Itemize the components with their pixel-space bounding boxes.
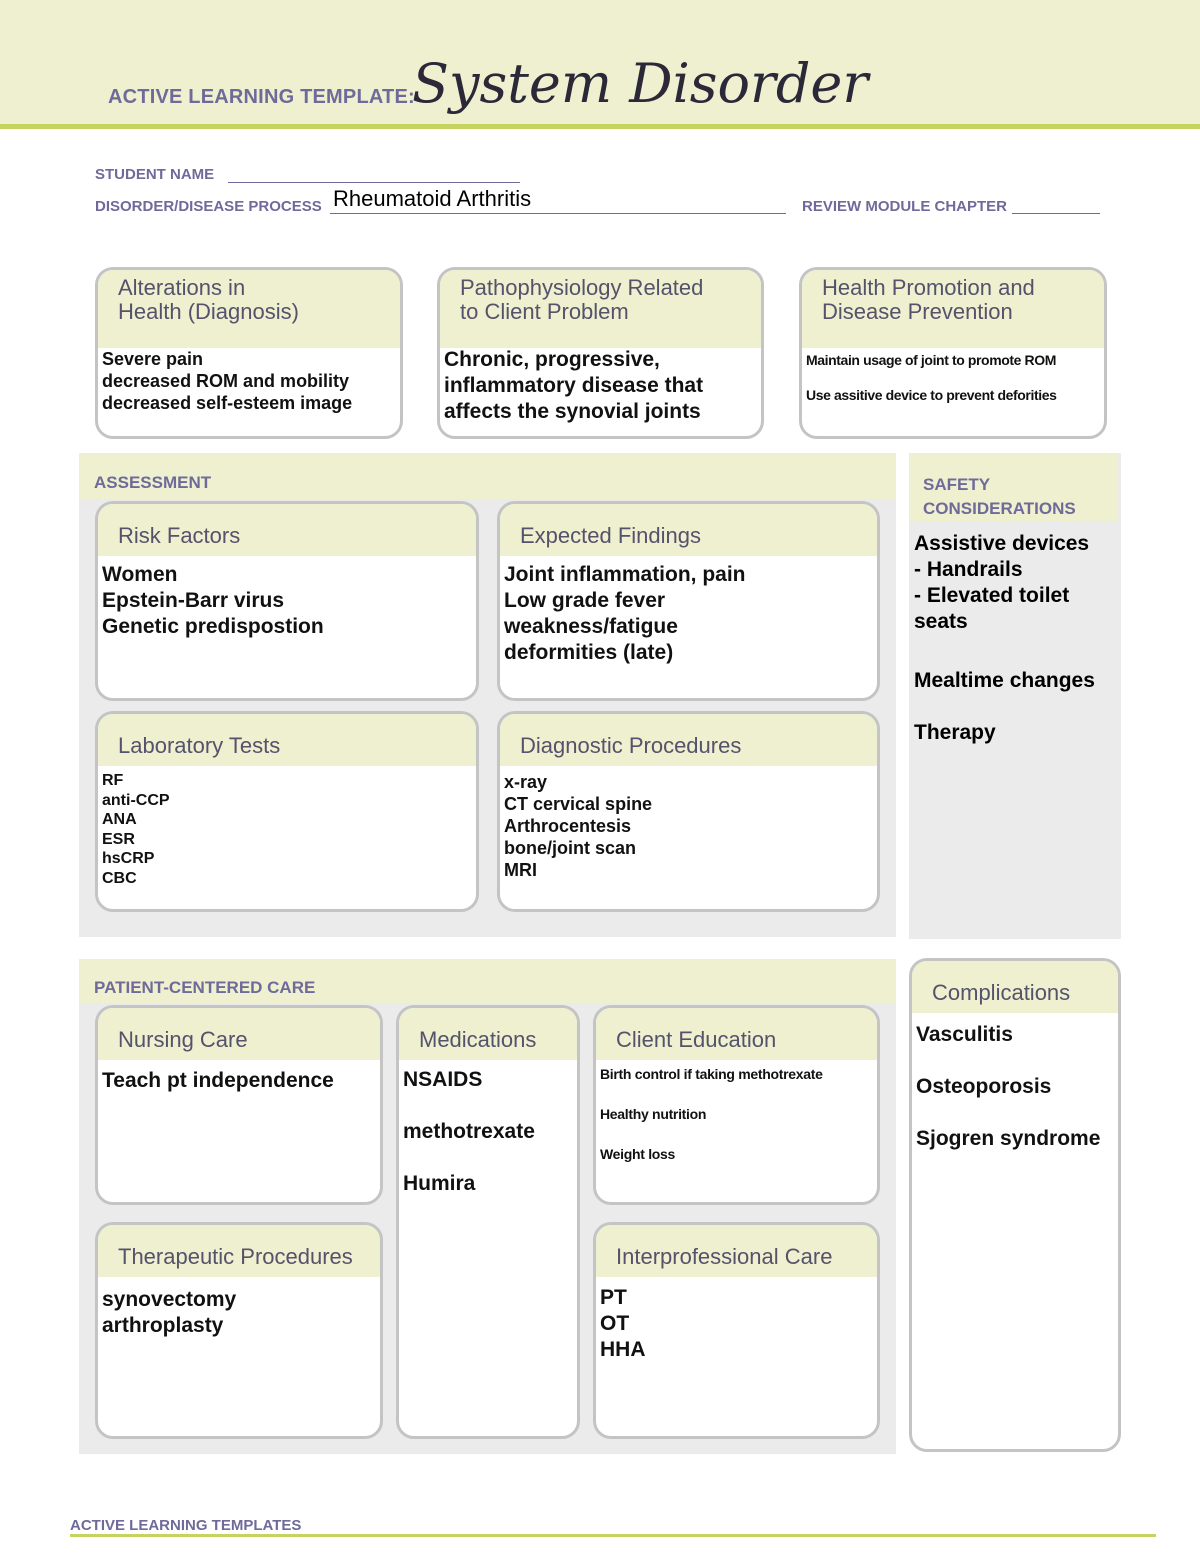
medications-title: Medications bbox=[399, 1008, 577, 1060]
pathophysiology-box bbox=[437, 267, 764, 439]
interprofessional-care-box bbox=[593, 1222, 880, 1439]
safety-panel bbox=[909, 453, 1121, 939]
nursing-care-content[interactable]: Teach pt independence bbox=[102, 1069, 334, 1092]
health-promotion-title: Health Promotion and Disease Prevention bbox=[802, 270, 1104, 348]
health-promotion-content[interactable]: Maintain usage of joint to promote ROM Use assitive device to prevent deforities bbox=[806, 352, 1057, 403]
review-module-line bbox=[1012, 213, 1100, 214]
diagnostic-procedures-box bbox=[497, 711, 880, 912]
expected-findings-content[interactable]: Joint inflammation, pain Low grade fever weakness/fatigue deformities (late) bbox=[504, 563, 746, 664]
footer-label: ACTIVE LEARNING TEMPLATES bbox=[70, 1517, 302, 1534]
risk-factors-content[interactable]: Women Epstein-Barr virus Genetic predispostion bbox=[102, 563, 324, 638]
complications-box bbox=[909, 958, 1121, 1452]
diagnostic-procedures-title: Diagnostic Procedures bbox=[500, 714, 877, 766]
expected-findings-box bbox=[497, 501, 880, 701]
student-name-line bbox=[228, 182, 520, 183]
therapeutic-procedures-title: Therapeutic Procedures bbox=[98, 1225, 380, 1277]
pathophysiology-content[interactable]: Chronic, progressive, inflammatory disease that affects the synovial joints bbox=[444, 348, 704, 423]
alterations-content[interactable]: Severe pain decreased ROM and mobility decreased self-esteem image bbox=[102, 349, 353, 413]
page-title: System Disorder bbox=[412, 52, 869, 115]
therapeutic-procedures-content[interactable]: synovectomy arthroplasty bbox=[102, 1288, 237, 1337]
expected-findings-title: Expected Findings bbox=[500, 504, 877, 556]
laboratory-tests-title: Laboratory Tests bbox=[98, 714, 476, 766]
risk-factors-title: Risk Factors bbox=[98, 504, 476, 556]
laboratory-tests-content[interactable]: RF anti-CCP ANA ESR hsCRP CBC bbox=[102, 772, 170, 887]
medications-content[interactable]: NSAIDS methotrexate Humira bbox=[403, 1068, 535, 1195]
review-module-label: REVIEW MODULE CHAPTER bbox=[802, 198, 1008, 215]
safety-devices-content[interactable]: Assistive devices - Handrails - Elevated toilet seats bbox=[914, 532, 1090, 633]
client-education-title: Client Education bbox=[596, 1008, 877, 1060]
nursing-care-title: Nursing Care bbox=[98, 1008, 380, 1060]
therapeutic-procedures-box bbox=[95, 1222, 383, 1439]
health-promotion-box bbox=[799, 267, 1107, 439]
laboratory-tests-box bbox=[95, 711, 479, 912]
disorder-line bbox=[330, 213, 786, 214]
alterations-box bbox=[95, 267, 403, 439]
student-name-label: STUDENT NAME bbox=[95, 166, 215, 183]
header-divider bbox=[0, 124, 1200, 129]
risk-factors-box bbox=[95, 501, 479, 701]
alterations-title: Alterations in Health (Diagnosis) bbox=[98, 270, 400, 348]
client-education-content[interactable]: Birth control if taking methotrexate Healthy nutrition Weight loss bbox=[600, 1066, 823, 1162]
nursing-care-box bbox=[95, 1005, 383, 1205]
footer-divider bbox=[70, 1534, 1156, 1537]
template-label: ACTIVE LEARNING TEMPLATE: bbox=[108, 86, 415, 108]
complications-content[interactable]: Vasculitis Osteoporosis Sjogren syndrome bbox=[916, 1023, 1101, 1150]
assessment-label: ASSESSMENT bbox=[94, 473, 212, 492]
diagnostic-procedures-content[interactable]: x-ray CT cervical spine Arthrocentesis bone/joint scan MRI bbox=[504, 772, 653, 880]
client-education-box bbox=[593, 1005, 880, 1205]
disorder-field[interactable]: Rheumatoid Arthritis bbox=[333, 186, 532, 211]
patient-centered-care-label: PATIENT-CENTERED CARE bbox=[94, 978, 316, 997]
interprofessional-care-title: Interprofessional Care bbox=[596, 1225, 877, 1277]
disorder-label: DISORDER/DISEASE PROCESS bbox=[95, 198, 322, 215]
interprofessional-care-content[interactable]: PT OT HHA bbox=[600, 1286, 646, 1361]
complications-title: Complications bbox=[912, 961, 1118, 1013]
medications-box bbox=[396, 1005, 580, 1439]
pathophysiology-title: Pathophysiology Related to Client Problem bbox=[440, 270, 761, 348]
safety-label: SAFETY CONSIDERATIONS bbox=[923, 475, 1076, 518]
safety-other-content[interactable]: Mealtime changes Therapy bbox=[914, 669, 1095, 744]
